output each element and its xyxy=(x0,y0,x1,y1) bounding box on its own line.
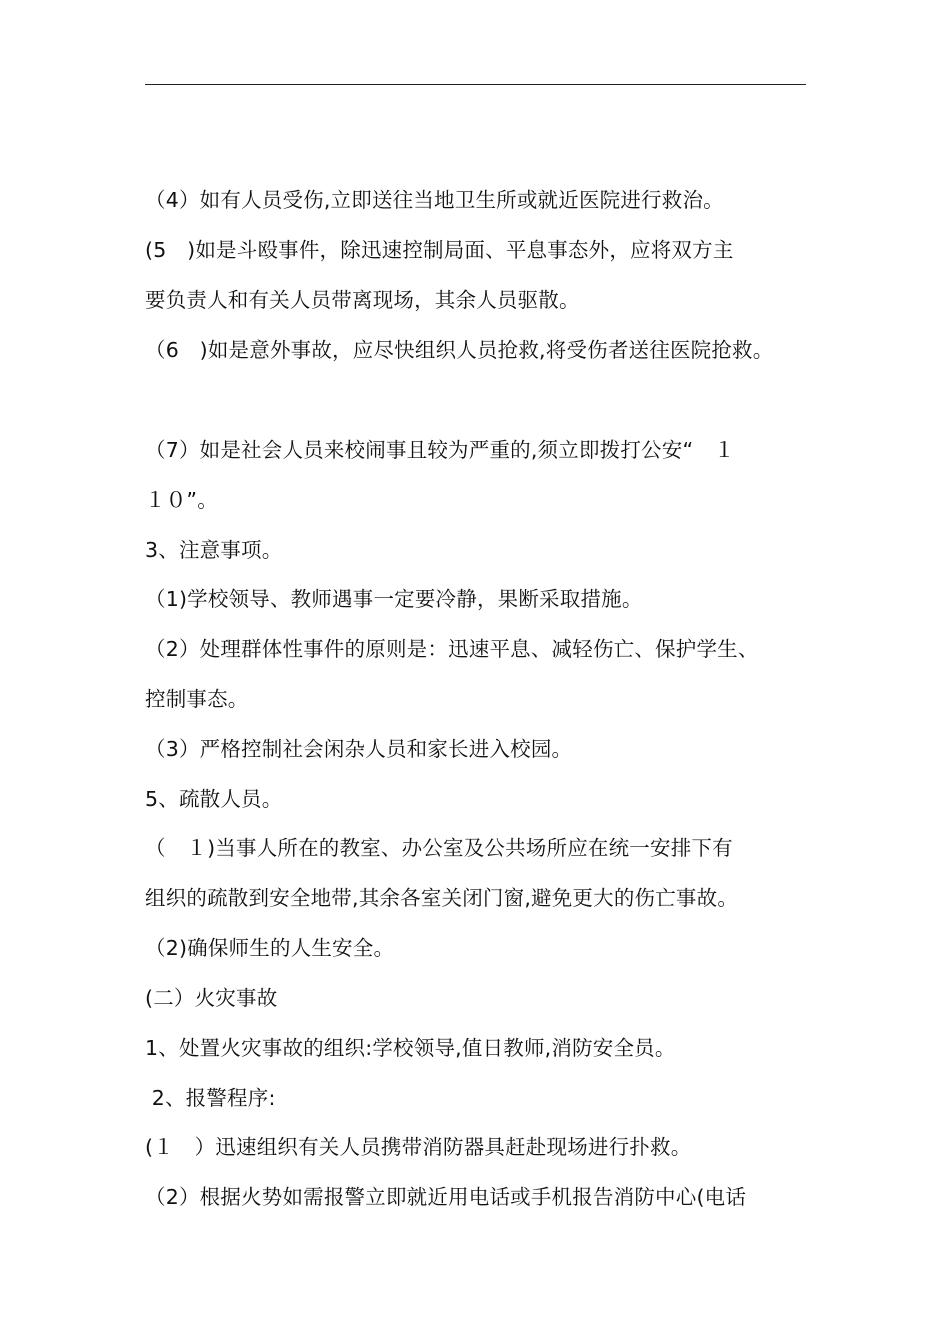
header-rule xyxy=(145,84,806,85)
text-line: (二）火灾事故 xyxy=(145,986,278,1010)
text-line: 控制事态。 xyxy=(145,687,249,711)
text-line: （6 )如是意外事故，应尽快组织人员抢救,将受伤者送往医院抢救。 xyxy=(145,338,774,362)
text-line: （2)确保师生的人生安全。 xyxy=(145,936,395,960)
text-line: 要负责人和有关人员带离现场，其余人员驱散。 xyxy=(145,288,580,312)
text-line: (5 )如是斗殴事件，除迅速控制局面、平息事态外，应将双方主 xyxy=(145,238,734,262)
text-line: （ １)当事人所在的教室、办公室及公共场所应在统一安排下有 xyxy=(145,836,733,860)
text-line: （7）如是社会人员来校闹事且较为严重的,须立即拨打公安“ １ xyxy=(145,438,735,462)
text-line: 2、报警程序: xyxy=(145,1086,276,1110)
text-line: （1)学校领导、教师遇事一定要冷静，果断采取措施。 xyxy=(145,587,643,611)
text-line: （2）根据火势如需报警立即就近用电话或手机报告消防中心(电话 xyxy=(145,1185,747,1209)
text-line: 组织的疏散到安全地带,其余各室关闭门窗,避免更大的伤亡事故。 xyxy=(145,886,739,910)
text-line: （4）如有人员受伤,立即送往当地卫生所或就近医院进行救治。 xyxy=(145,188,724,212)
text-line: 1、处置火灾事故的组织:学校领导,值日教师,消防安全员。 xyxy=(145,1036,676,1060)
text-line: （2）处理群体性事件的原则是：迅速平息、减轻伤亡、保护学生、 xyxy=(145,637,759,661)
text-line: １０”。 xyxy=(145,488,218,512)
text-line: （3）严格控制社会闲杂人员和家长进入校园。 xyxy=(145,737,573,761)
text-line: 5、疏散人员。 xyxy=(145,787,283,811)
text-line: (１ ）迅速组织有关人员携带消防器具赶赴现场进行扑救。 xyxy=(145,1135,692,1159)
text-line: 3、注意事项。 xyxy=(145,538,283,562)
